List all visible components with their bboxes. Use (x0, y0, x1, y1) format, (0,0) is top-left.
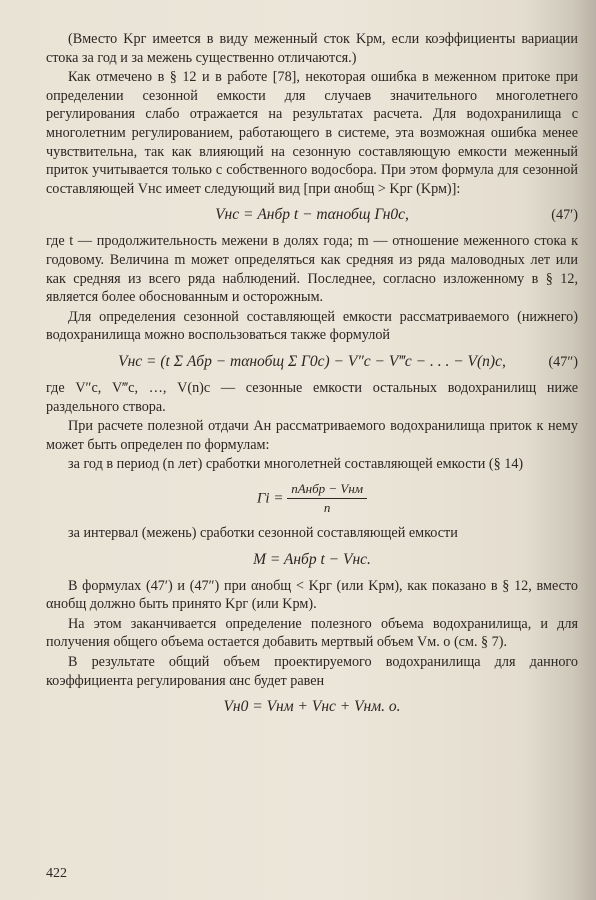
formula-lhs: Гi = (256, 490, 284, 507)
formula-text: Vнс = Aнбр t − mαнобщ Гн0с, (215, 206, 409, 224)
formula-text: Vнс = (t Σ Aбр − mαнобщ Σ Г0с) − V″с − V‴с − . . . − V(n)с, (118, 352, 506, 370)
page-number: 422 (46, 866, 67, 881)
formula-47-prime (46, 202, 578, 228)
formula-47-double-prime (46, 349, 578, 375)
formula-text: M = Aнбр t − Vнс. (253, 550, 371, 568)
formula-v0 (46, 694, 578, 720)
paragraph: Как отмечено в § 12 и в работе [78], некоторая ошибка в меженном притоке при определении сезонной емкости для случаев значительного многолетнего регулирования слабо отражается на результатах расчета. Для водохранилища с многолетним регулированием, работающего в системе, эта возможная ошибка менее чувствительна, так как влияющий на сезонную составляющую емкости меженный приток учитывается только с собственного водосбора. При этом формула для сезонной составляющей Vнс имеет следующий вид [при αнобщ > Kрг (Kрм)]: (46, 69, 578, 197)
fraction-numerator: nAнбр − Vнм (287, 480, 367, 500)
paragraph: При расчете полезной отдачи Aн рассматриваемого водохранилища приток к нему может быть определен по формулам: (46, 418, 578, 453)
formula-gamma (46, 480, 578, 518)
equation-number: (47″) (548, 353, 578, 370)
fraction (287, 480, 367, 518)
paragraph: за интервал (межень) сработки сезонной составляющей емкости (68, 525, 458, 542)
equation-number: (47′) (551, 207, 578, 224)
fraction-denominator: n (323, 500, 331, 516)
paragraph: за год в период (n лет) сработки многолетней составляющей емкости (§ 14) (68, 456, 524, 473)
paragraph: (Вместо Kрг имеется в виду меженный сток Kрм, если коэффициенты вариации стока за год и за межень существенно отличаются.) (46, 31, 578, 66)
paragraph: где t — продолжительность межени в долях года; m — отношение меженного стока к годовому. Величина m может определяться как средняя из ряда маловодных лет или как средняя из всего ряда наблюдений. Последнее, согласно изложенному в § 12, является более обоснованным и осторожным. (46, 233, 578, 306)
paragraph: Для определения сезонной составляющей емкости рассматриваемого (нижнего) водохранилища можно воспользоваться также формулой (46, 308, 578, 344)
formula-text: Vн0 = Vнм + Vнс + Vнм. о. (223, 698, 401, 716)
paragraph: В формулах (47′) и (47″) при αнобщ < Kрг (или Kрм), как показано в § 12, вместо αнобщ должно быть принято Kрг (или Kрм). (46, 577, 578, 613)
paragraph: На этом заканчивается определение полезного объема водохранилища, и для получения общего объема остается добавить мертвый объем Vм. о (см. § 7). (46, 615, 578, 651)
paragraph: где V″с, V‴с, …, V(n)с — сезонные емкости остальных водохранилищ ниже раздельного створа. (46, 379, 578, 415)
formula-m (46, 547, 578, 573)
text-column (46, 30, 578, 724)
paragraph: В результате общий объем проектируемого водохранилища для данного коэффициента регулирования αнс будет равен (46, 654, 578, 689)
